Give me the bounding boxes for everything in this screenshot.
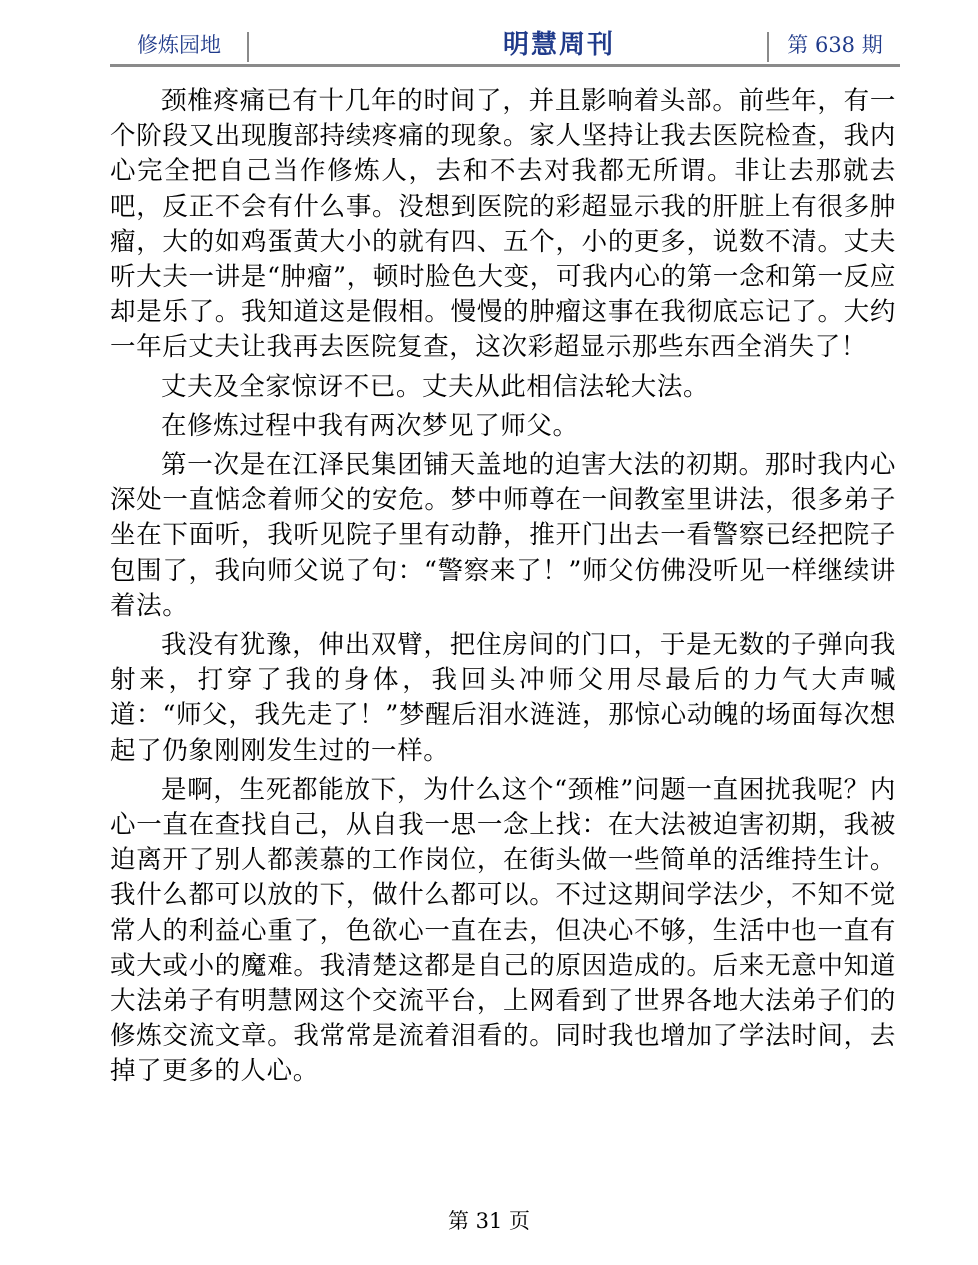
article-body [110, 84, 896, 1094]
paragraph: 是啊，生死都能放下，为什么这个“颈椎”问题一直困扰我呢？内心一直在查找自己，从自我一思一念上找：在大法被迫害初期，我被迫离开了别人都羡慕的工作岗位，在街头做一些简单的活维持生计。我什么都可以放的下，做什么都可以。不过这期间学法少，不知不觉常人的利益心重了，色欲心一直在去，但决心不够，生活中也一直有或大或小的魔难。我清楚这都是自己的原因造成的。后来无意中知道大法弟子有明慧网这个交流平台，上网看到了世界各地大法弟子们的修炼交流文章。我常常是流着泪看的。同时我也增加了学法时间，去掉了更多的人心。 [110, 774, 896, 1087]
paragraph: 在修炼过程中我有两次梦见了师父。 [161, 410, 579, 441]
page-number: 第 31 页 [447, 1209, 531, 1233]
paragraph: 我没有犹豫，伸出双臂，把住房间的门口，于是无数的子弹向我射来，打穿了我的身体，我回头冲师父用尽最后的力气大声喊道：“师父，我先走了！”梦醒后泪水涟涟，那惊心动魄的场面每次想起了仍象刚刚发生过的一样。 [110, 630, 896, 766]
issue-number: 第 638 期 [787, 33, 883, 57]
publication-title: 明慧周刊 [502, 30, 615, 60]
header-rule [110, 64, 900, 67]
header-divider-right [767, 32, 769, 62]
paragraph: 丈夫及全家惊讶不已。丈夫从此相信法轮大法。 [161, 371, 710, 402]
section-label: 修炼园地 [137, 33, 221, 57]
paragraph: 第一次是在江泽民集团铺天盖地的迫害大法的初期。那时我内心深处一直惦念着师父的安危。梦中师尊在一间教室里讲法，很多弟子坐在下面听，我听见院子里有动静，推开门出去一看警察已经把院子包围了，我向师父说了句：“警察来了！”师父仿佛没听见一样继续讲着法。 [110, 450, 896, 621]
page-header [110, 28, 900, 68]
paragraph: 颈椎疼痛已有十几年的时间了，并且影响着头部。前些年，有一个阶段又出现腹部持续疼痛的现象。家人坚持让我去医院检查，我内心完全把自己当作修炼人，去和不去对我都无所谓。非让去那就去吧，反正不会有什么事。没想到医院的彩超显示我的肝脏上有很多肿瘤，大的如鸡蛋黄大小的就有四、五个，小的更多，说数不清。丈夫听大夫一讲是“肿瘤”，顿时脸色大变，可我内心的第一念和第一反应却是乐了。我知道这是假相。慢慢的肿瘤这事在我彻底忘记了。大约一年后丈夫让我再去医院复查，这次彩超显示那些东西全消失了！ [110, 86, 896, 363]
